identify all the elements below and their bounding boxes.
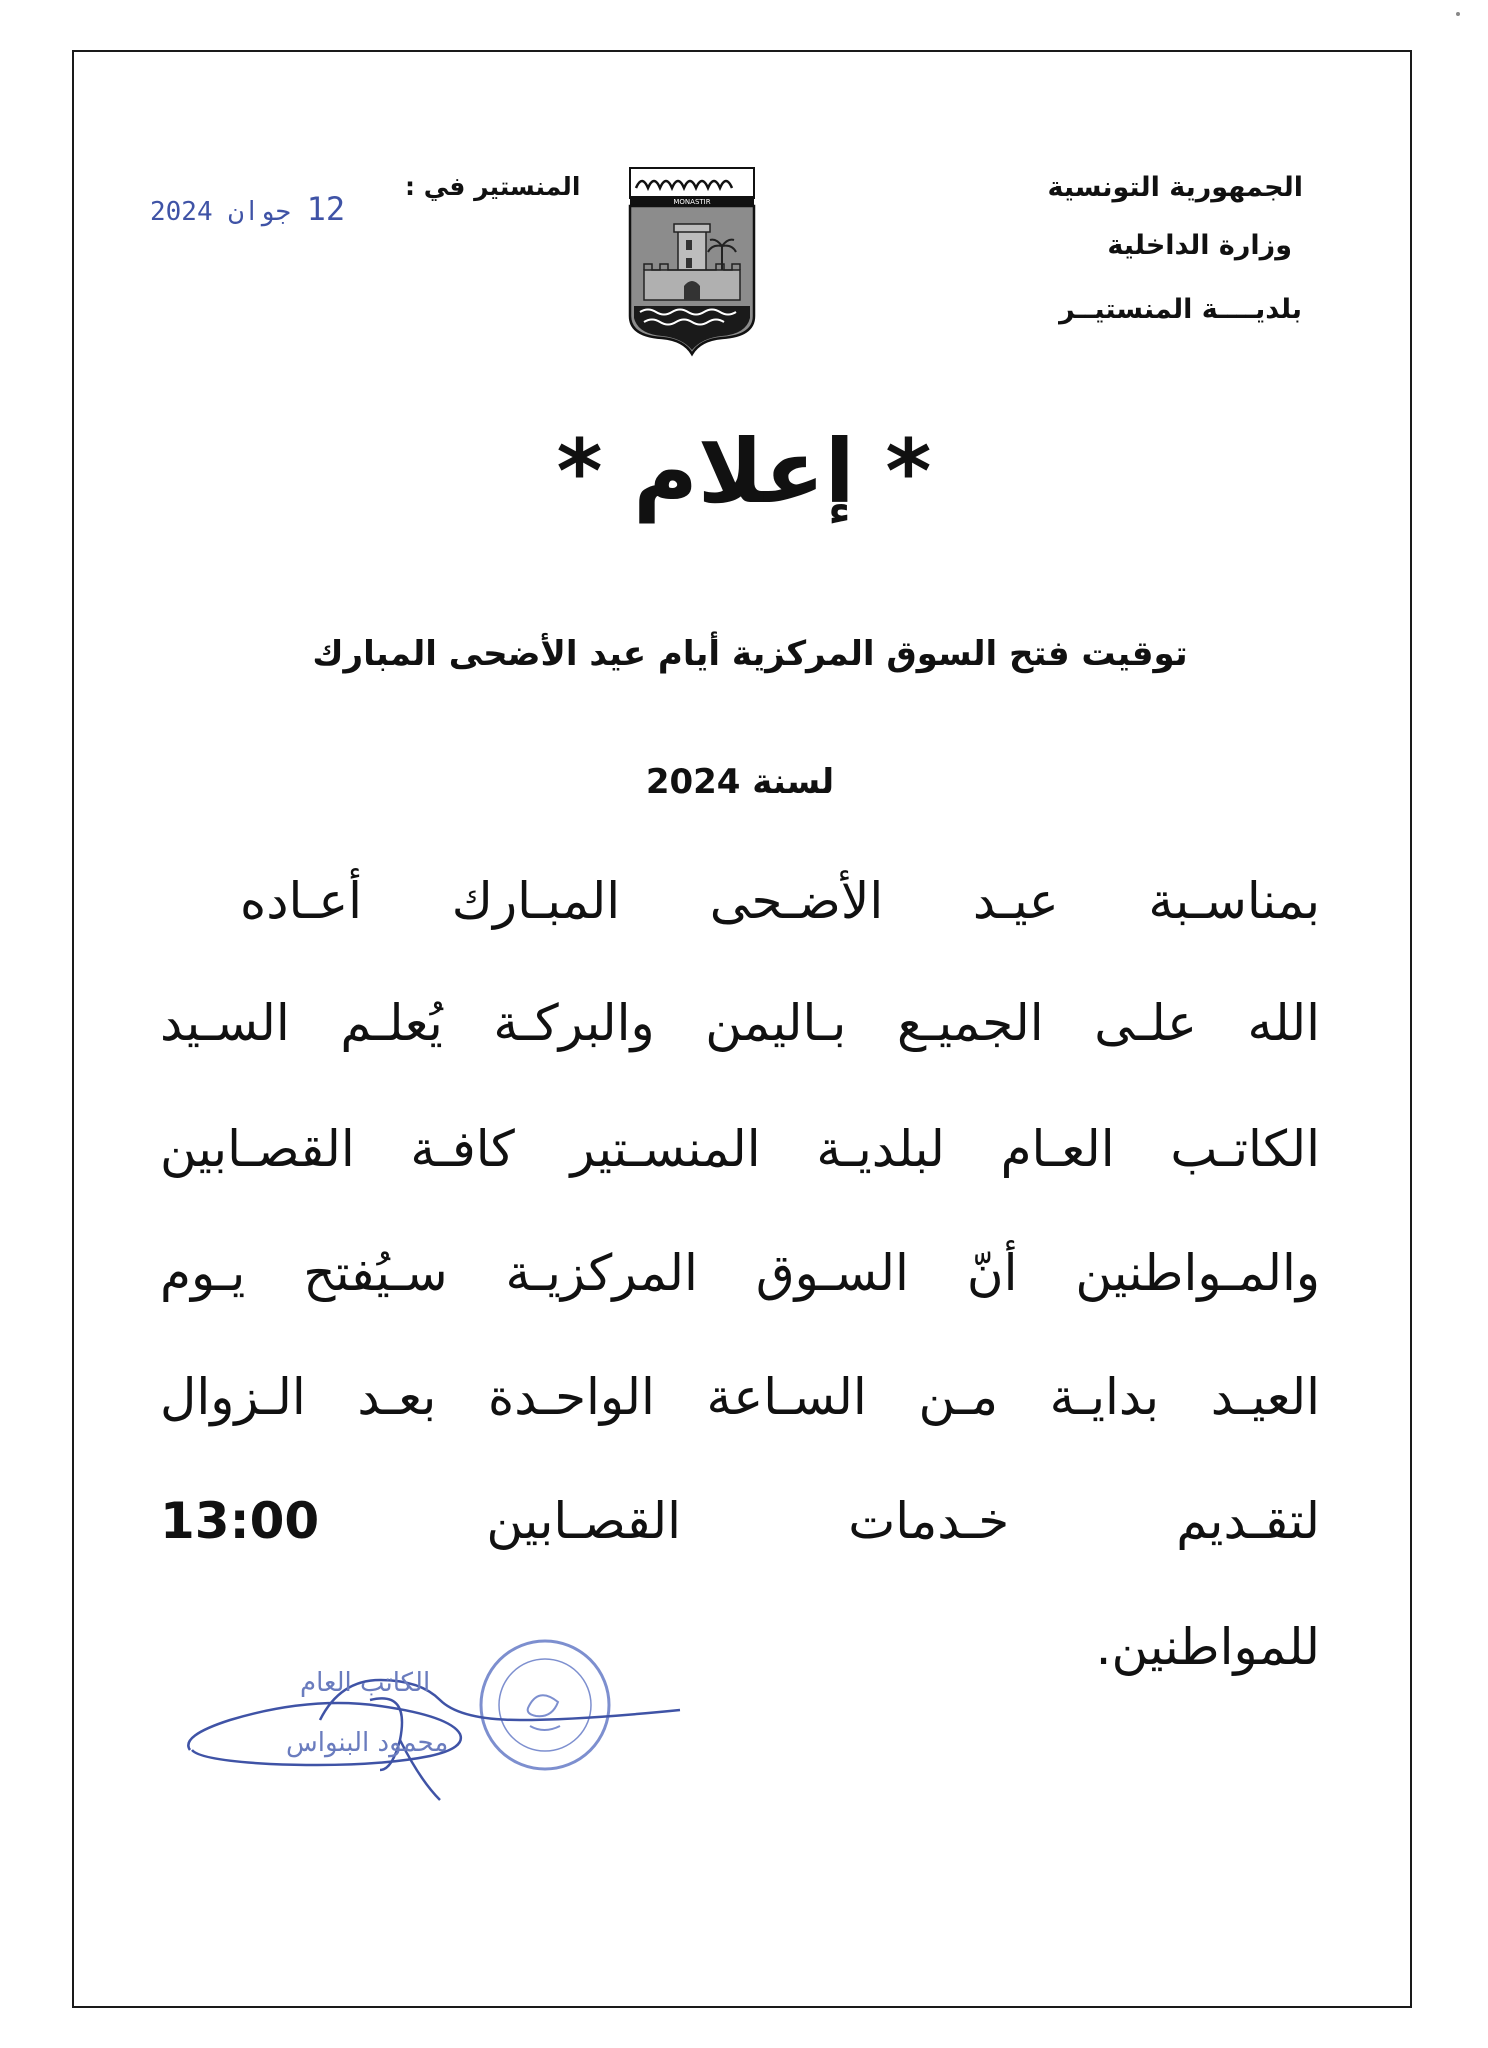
announcement-title: * إعلام *: [556, 420, 932, 523]
header-ministry: وزارة الداخلية: [1107, 230, 1292, 261]
date-stamp-day: 12: [306, 190, 346, 228]
date-stamp-month-year: جوان 2024: [150, 197, 291, 227]
city-date-label: المنستير في :: [405, 172, 581, 201]
body-line-6-text: لتقـديم خـدمات القصـابين: [486, 1492, 1320, 1550]
monastir-crest-logo: [622, 166, 762, 366]
signatory-title: الكاتب العام: [300, 1668, 431, 1698]
header-republic: الجمهورية التونسية: [1047, 172, 1303, 203]
body-line-4: والمـواطنين أنّ السـوق المركزيـة سـيُفتح يـوم: [160, 1244, 1320, 1302]
margin-dot: [1456, 12, 1460, 16]
announcement-subtitle: توقيت فتح السوق المركزية أيام عيد الأضحى المبارك: [312, 634, 1188, 674]
header-municipality: بلديــــة المنستيــر: [1059, 294, 1302, 325]
body-line-2: الله علـى الجميـع بـاليمن والبركـة يُعلـم السـيد: [160, 994, 1320, 1052]
announcement-year: لسنة 2024: [645, 762, 835, 802]
date-stamp: [150, 190, 345, 228]
svg-text:MONASTIR: MONASTIR: [673, 198, 711, 206]
signatory-name: محمود البنواس: [286, 1728, 449, 1758]
body-line-1: بمناسـبة عيـد الأضـحى المبـارك أعـاده: [240, 872, 1320, 930]
body-line-3: الكاتـب العـام لبلديـة المنسـتير كافـة القصـابين: [160, 1120, 1320, 1178]
opening-time: 13:00: [160, 1492, 320, 1550]
body-line-5: العيـد بدايـة مـن السـاعة الواحـدة بعـد الـزوال: [160, 1368, 1320, 1426]
body-line-7: للمواطنين.: [1095, 1618, 1320, 1676]
handwritten-signature: [170, 1640, 690, 1810]
body-line-6: [160, 1492, 1320, 1550]
